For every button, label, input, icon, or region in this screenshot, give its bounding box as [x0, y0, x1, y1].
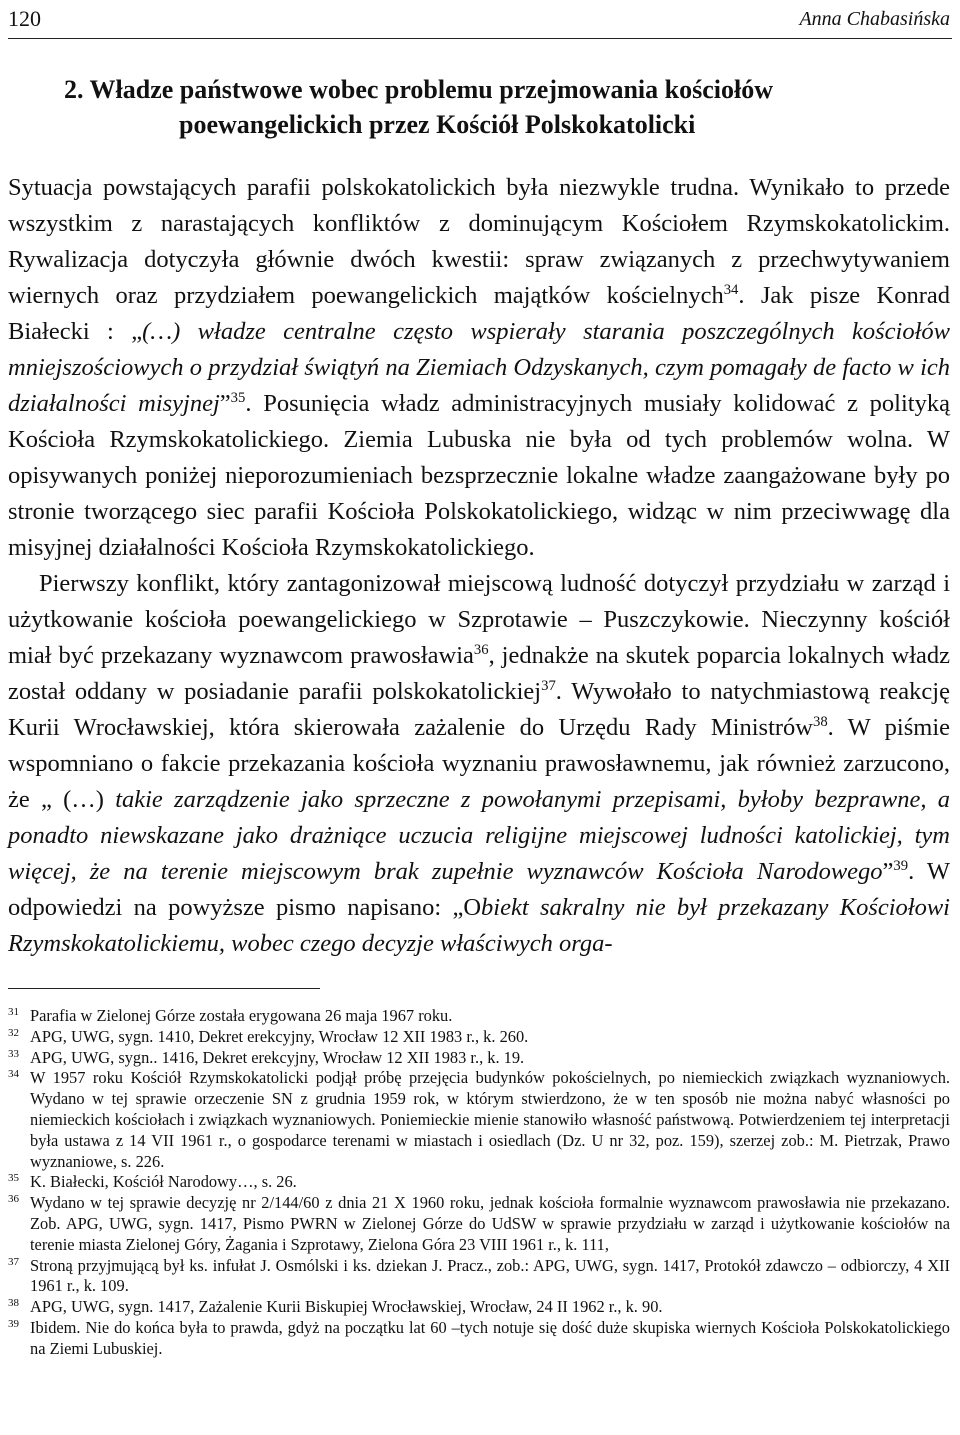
footnote-ref-39[interactable]: 39	[893, 857, 909, 874]
section-heading-line-1: 2. Władze państwowe wobec problemu przejmowania kościołów	[64, 75, 773, 104]
footnote-text: APG, UWG, sygn. 1417, Zażalenie Kurii Biskupiej Wrocławskiej, Wrocław, 24 II 1962 r., k. 90.	[30, 1297, 663, 1317]
footnote-text: APG, UWG, sygn.. 1416, Dekret erekcyjny, Wrocław 12 XII 1983 r., k. 19.	[30, 1047, 525, 1067]
paragraph-text: Pierwszy konflikt, który zantagonizował miejscową ludność dotyczył przydziału w zarząd i użytkowanie kościoła poewangelickiego w Szprotawie – Puszczykowie. Nieczynny kościół miał być przekazany wyznawcom prawosławia	[8, 570, 950, 669]
section-heading	[8, 72, 950, 142]
page-header	[8, 6, 950, 36]
footnote-ref-38[interactable]: 38	[812, 713, 828, 730]
footnote-number: 39	[8, 1317, 19, 1330]
page-number: 120	[8, 6, 41, 31]
footnote-36	[8, 1193, 950, 1255]
footnote-number: 33	[8, 1047, 19, 1060]
footnote-text: W 1957 roku Kościół Rzymskokatolicki podjął próbę przejęcia budynków pokościelnych, po niemieckich związkach wyznaniowych. Wydano w tej sprawie orzeczenie SN z grudnia 1959 rok, w którym stwierdzono, że w ten sposób nie można nabyć własności po niemieckich kościołach i związkach wyznaniowych. Poniemieckie mienie stanowiło własność państwową. Potwierdzeniem tej interpretacji była ustawa z 14 VII 1961 r., o gospodarce terenami w miastach i osiedlach (Dz. U nr 32, poz. 159), szerzej zob.: M. Pietrzak, Prawo wyznaniowe, s. 226.	[30, 1068, 950, 1171]
footnote-number: 35	[8, 1172, 19, 1185]
paragraph-text: Sytuacja powstających parafii polskokatolickich była niezwykle trudna. Wynikało to przede wszystkim z narastających konfliktów z dominującym Kościołem Rzymskokatolickim. Rywalizacja dotyczyła głównie dwóch kwestii: spraw związanych z przechwytywaniem wiernych oraz przydziałem poewangelickich majątków kościelnych	[8, 174, 950, 309]
footnote-ref-37[interactable]: 37	[541, 677, 556, 694]
body-text	[8, 170, 950, 962]
paragraph-text: ”	[219, 390, 231, 417]
paragraph-text: . W piśmie wspomniano o fakcie przekazania kościoła wyznaniu prawosławnemu, jak również zarzucono, że „ (…)	[8, 714, 950, 813]
footnote-ref-35[interactable]: 35	[230, 389, 246, 406]
footnote-number: 31	[8, 1006, 19, 1018]
footnote-ref-34[interactable]: 34	[723, 281, 739, 298]
footnote-ref-36[interactable]: 36	[473, 641, 489, 658]
footnote-number: 32	[8, 1026, 19, 1039]
footnote-39	[8, 1318, 950, 1360]
footnote-number: 36	[8, 1193, 19, 1206]
footnote-31	[8, 1006, 950, 1027]
footnote-text: K. Białecki, Kościół Narodowy…, s. 26.	[30, 1172, 297, 1192]
footnote-text: Wydano w tej sprawie decyzję nr 2/144/60 z dnia 21 X 1960 roku, jednak kościoła formalnie wyznawcom prawosławia nie przekazano. Zob. APG, UWG, sygn. 1417, Pismo PWRN w Zielonej Górze do UdSW w sprawie przydziału w zarząd i użytkowanie kościołów na terenie miasta Zielonej Góry, Żagania i Szprotawy, Zielona Góra 23 VIII 1961 r., k. 111,	[30, 1193, 950, 1254]
paragraph-text: ”	[882, 858, 894, 885]
footnote-34	[8, 1068, 950, 1172]
footnote-number: 37	[8, 1255, 19, 1268]
quotation-response: biekt sakralny nie był przekazany Kościołowi Rzymskokatolickiemu, wobec czego decyzje właściwych orga-	[8, 894, 950, 957]
paragraph-1	[8, 170, 950, 566]
footnote-number: 38	[8, 1297, 19, 1310]
footnote-text: Parafia w Zielonej Górze została erygowana 26 maja 1967 roku.	[30, 1006, 453, 1025]
paragraph-text: . Posunięcia władz administracyjnych musiały kolidować z polityką Kościoła Rzymskokatolickiego. Ziemia Lubuska nie była od tych problemów wolna. W opisywanych poniżej nieporozumieniach bezsprzecznie lokalne władze zaangażowane były po stronie tworzącego siec parafii Kościoła Polskokatolickiego, widząc w nim przeciwwagę dla misyjnej działalności Kościoła Rzymskokatolickiego.	[8, 390, 950, 561]
section-heading-line-2: poewangelickich przez Kościół Polskokatolicki	[179, 110, 696, 139]
footnote-number: 34	[8, 1068, 19, 1081]
footnote-32	[8, 1027, 950, 1048]
footnote-separator	[8, 988, 320, 989]
paragraph-text: . Wywołało to natychmiastową reakcję Kurii Wrocławskiej, która skierowała zażalenie do Urzędu Rady Ministrów	[8, 678, 950, 741]
paragraph-text: . W odpowiedzi na powyższe pismo napisano: „O	[8, 858, 950, 921]
quotation-kuria: takie zarządzenie jako sprzeczne z powołanymi przepisami, byłoby bezprawne, a ponadto niewskazane jako drażniące uczucia religijne miejscowej ludności katolickiej, tym więcej, że na terenie miejscowym brak zupełnie wyznawców Kościoła Narodowego	[8, 786, 950, 885]
paragraph-text: . Jak pisze Konrad Białecki : „	[8, 282, 950, 345]
footnote-33	[8, 1048, 950, 1069]
paragraph-2	[8, 566, 950, 962]
footnotes	[8, 1006, 950, 1360]
footnote-text: APG, UWG, sygn. 1410, Dekret erekcyjny, Wrocław 12 XII 1983 r., k. 260.	[30, 1026, 529, 1046]
paragraph-text: , jednakże na skutek poparcia lokalnych władz został oddany w posiadanie parafii polskokatolickiej	[8, 642, 950, 705]
footnote-37	[8, 1256, 950, 1298]
footnote-text: Stroną przyjmującą był ks. infułat J. Osmólski i ks. dziekan J. Pracz., zob.: APG, UWG, sygn. 1417, Protokół zdawczo – odbiorczy, 4 XII 1961 r., k. 109.	[30, 1255, 950, 1296]
footnote-38	[8, 1297, 950, 1318]
footnote-35	[8, 1172, 950, 1193]
running-header-author: Anna Chabasińska	[799, 8, 950, 30]
footnote-text: Ibidem. Nie do końca była to prawda, gdyż na początku lat 60 –tych notuje się dość duże skupiska wiernych Kościoła Polskokatolickiego na Ziemi Lubuskiej.	[30, 1317, 950, 1358]
header-rule	[8, 38, 952, 39]
quotation-bialecki: (…) władze centralne często wspierały starania poszczególnych kościołów mniejszościowych o przydział świątyń na Ziemiach Odzyskanych, czym pomagały de facto w ich działalności misyjnej	[8, 318, 950, 417]
